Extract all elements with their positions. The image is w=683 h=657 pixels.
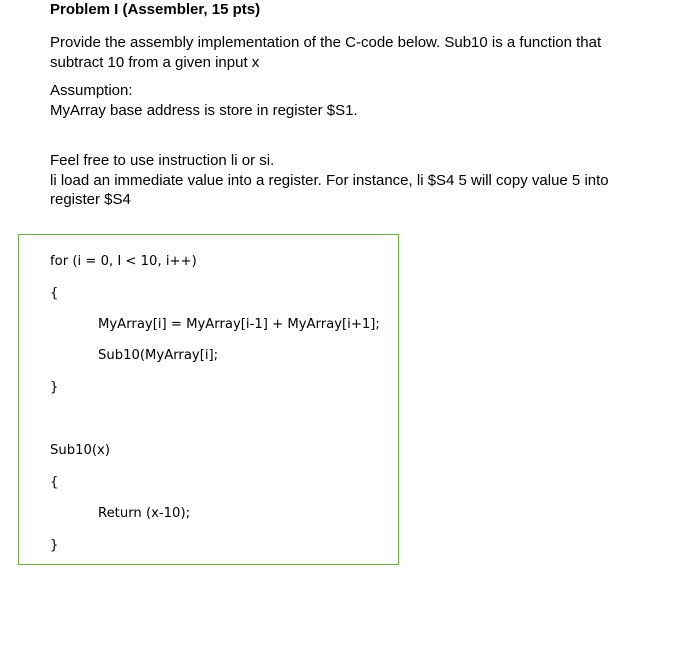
problem-description [50,33,601,72]
assumption-block [50,81,358,120]
code-close-brace: } [50,380,59,395]
code-box [18,234,399,565]
assumption-text: MyArray base address is store in register $S1. [50,101,358,119]
hint-line: li load an immediate value into a register. For instance, li $S4 5 will copy value 5 into [50,171,609,189]
assumption-heading: Assumption: [50,82,133,99]
code-call-statement: Sub10(MyArray[i]; [98,348,219,363]
code-open-brace: { [50,286,59,301]
hint-line: Feel free to use instruction li or si. [50,152,275,169]
code-return-statement: Return (x-10); [98,506,191,521]
code-close-brace: } [50,538,59,553]
hint-line: register $S4 [50,191,131,208]
hint-block [50,151,609,210]
code-for-header: for (i = 0, I < 10, i++) [50,254,197,269]
description-line: subtract 10 from a given input x [50,53,260,71]
code-function-header: Sub10(x) [50,443,110,458]
description-line: Provide the assembly implementation of the C-code below. Sub10 is a function that [50,34,602,51]
code-assign-statement: MyArray[i] = MyArray[i-1] + MyArray[i+1]; [98,317,380,332]
code-open-brace: { [50,475,59,490]
problem-title: Problem I (Assembler, 15 pts) [50,1,261,18]
